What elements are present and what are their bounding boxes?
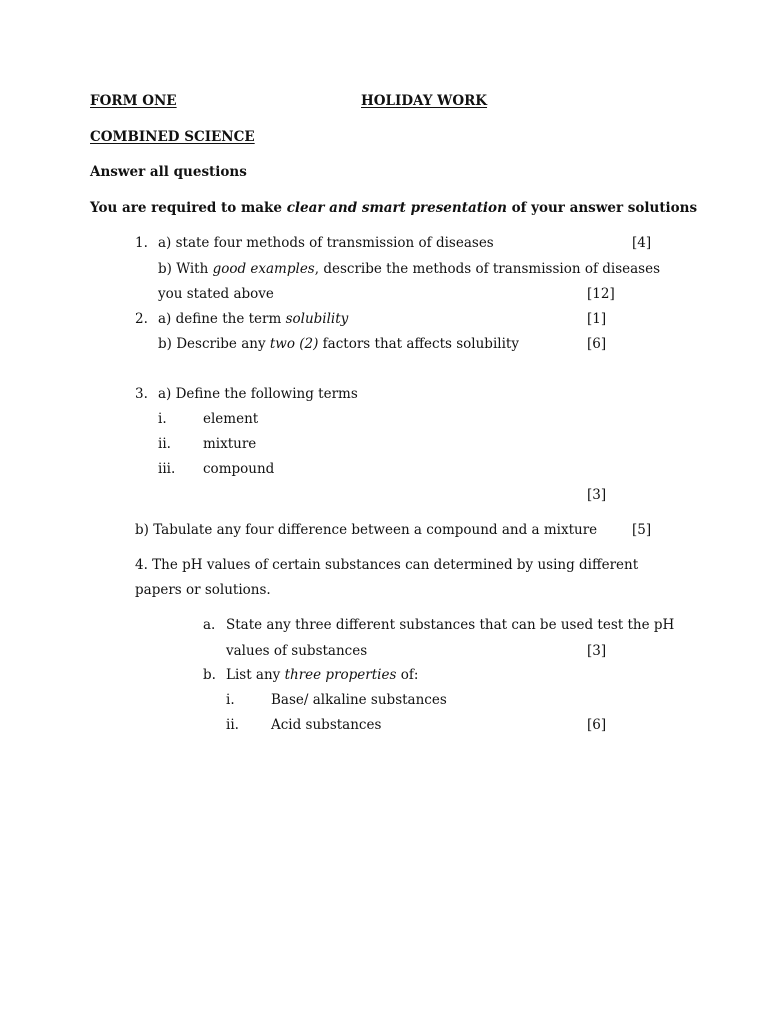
q1-b-marks: [12] xyxy=(587,286,615,302)
q4-b-marks: [6] xyxy=(587,717,607,733)
q4-part-b: List any three properties of: xyxy=(226,667,419,683)
subject-title: COMBINED SCIENCE xyxy=(90,129,255,145)
q4-item-text: Base/ alkaline substances xyxy=(271,692,447,708)
q3-item-text: mixture xyxy=(203,436,257,452)
q4-item-text: Acid substances xyxy=(271,717,382,733)
q2-number: 2. xyxy=(135,311,148,327)
q1-number: 1. xyxy=(135,235,148,251)
q4-item-number: i. xyxy=(226,692,235,708)
q3-a-marks: [3] xyxy=(587,487,607,503)
q4-a-marks: [3] xyxy=(587,643,607,659)
q2-part-a: a) define the term solubility xyxy=(158,311,349,327)
instruction-presentation: You are required to make clear and smart presentation of your answer solutions xyxy=(90,200,698,216)
q2-a-marks: [1] xyxy=(587,311,607,327)
q4-intro-continued: papers or solutions. xyxy=(135,582,271,598)
q3-part-b: b) Tabulate any four difference between a compound and a mixture xyxy=(135,522,598,538)
q3-number: 3. xyxy=(135,386,148,402)
holiday-work-title: HOLIDAY WORK xyxy=(361,93,488,109)
q3-item-text: element xyxy=(203,411,259,427)
q3-item-number: ii. xyxy=(158,436,171,452)
q4-b-label: b. xyxy=(203,667,216,683)
q1-part-b: b) With good examples, describe the methods of transmission of diseases xyxy=(158,261,661,277)
q4-item-number: ii. xyxy=(226,717,239,733)
q4-part-a-continued: values of substances xyxy=(226,643,368,659)
form-label: FORM ONE xyxy=(90,93,177,109)
q3-part-a: a) Define the following terms xyxy=(158,386,358,402)
q4-a-label: a. xyxy=(203,617,216,633)
q2-b-marks: [6] xyxy=(587,336,607,352)
q4-part-a: State any three different substances that can be used test the pH xyxy=(226,617,675,633)
q3-b-marks: [5] xyxy=(632,522,652,538)
q1-part-b-continued: you stated above xyxy=(158,286,274,302)
q4-intro: 4. The pH values of certain substances can determined by using different xyxy=(135,557,639,573)
q2-part-b: b) Describe any two (2) factors that affects solubility xyxy=(158,336,519,352)
instruction-answer-all: Answer all questions xyxy=(90,164,247,180)
q1-part-a: a) state four methods of transmission of diseases xyxy=(158,235,494,251)
q1-a-marks: [4] xyxy=(632,235,652,251)
q3-item-number: iii. xyxy=(158,461,176,477)
q3-item-number: i. xyxy=(158,411,167,427)
q3-item-text: compound xyxy=(203,461,275,477)
